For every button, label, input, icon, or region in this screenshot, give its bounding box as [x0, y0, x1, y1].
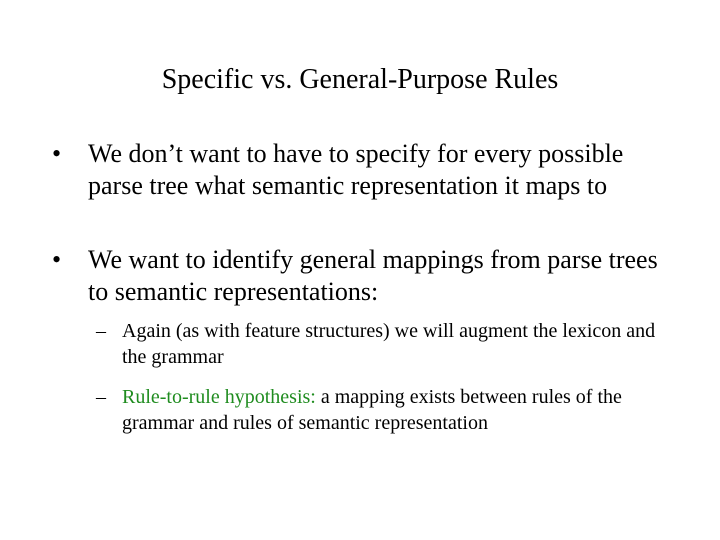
bullet-item	[52, 138, 672, 202]
subbullet-marker: –	[96, 386, 106, 408]
bullet-text: We want to identify general mappings from parse trees to semantic representations:	[88, 245, 658, 306]
bullet-marker: •	[52, 139, 62, 168]
slide-title: Specific vs. General-Purpose Rules	[161, 64, 559, 95]
subbullet-marker: –	[96, 320, 106, 342]
highlighted-term: Rule-to-rule hypothesis:	[122, 386, 316, 408]
bullet-text: We don’t want to have to specify for every possible parse tree what semantic representation it maps to	[88, 139, 624, 200]
subbullet-text: a mapping exists between rules of the grammar and rules of semantic representation	[122, 386, 622, 434]
subbullet-item	[96, 384, 676, 436]
bullet-item	[52, 244, 672, 308]
bullet-marker: •	[52, 245, 62, 274]
subbullet-text: Again (as with feature structures) we will augment the lexicon and the grammar	[122, 320, 656, 368]
subbullet-text-wrapper	[122, 384, 676, 436]
subbullet-item	[96, 318, 676, 370]
